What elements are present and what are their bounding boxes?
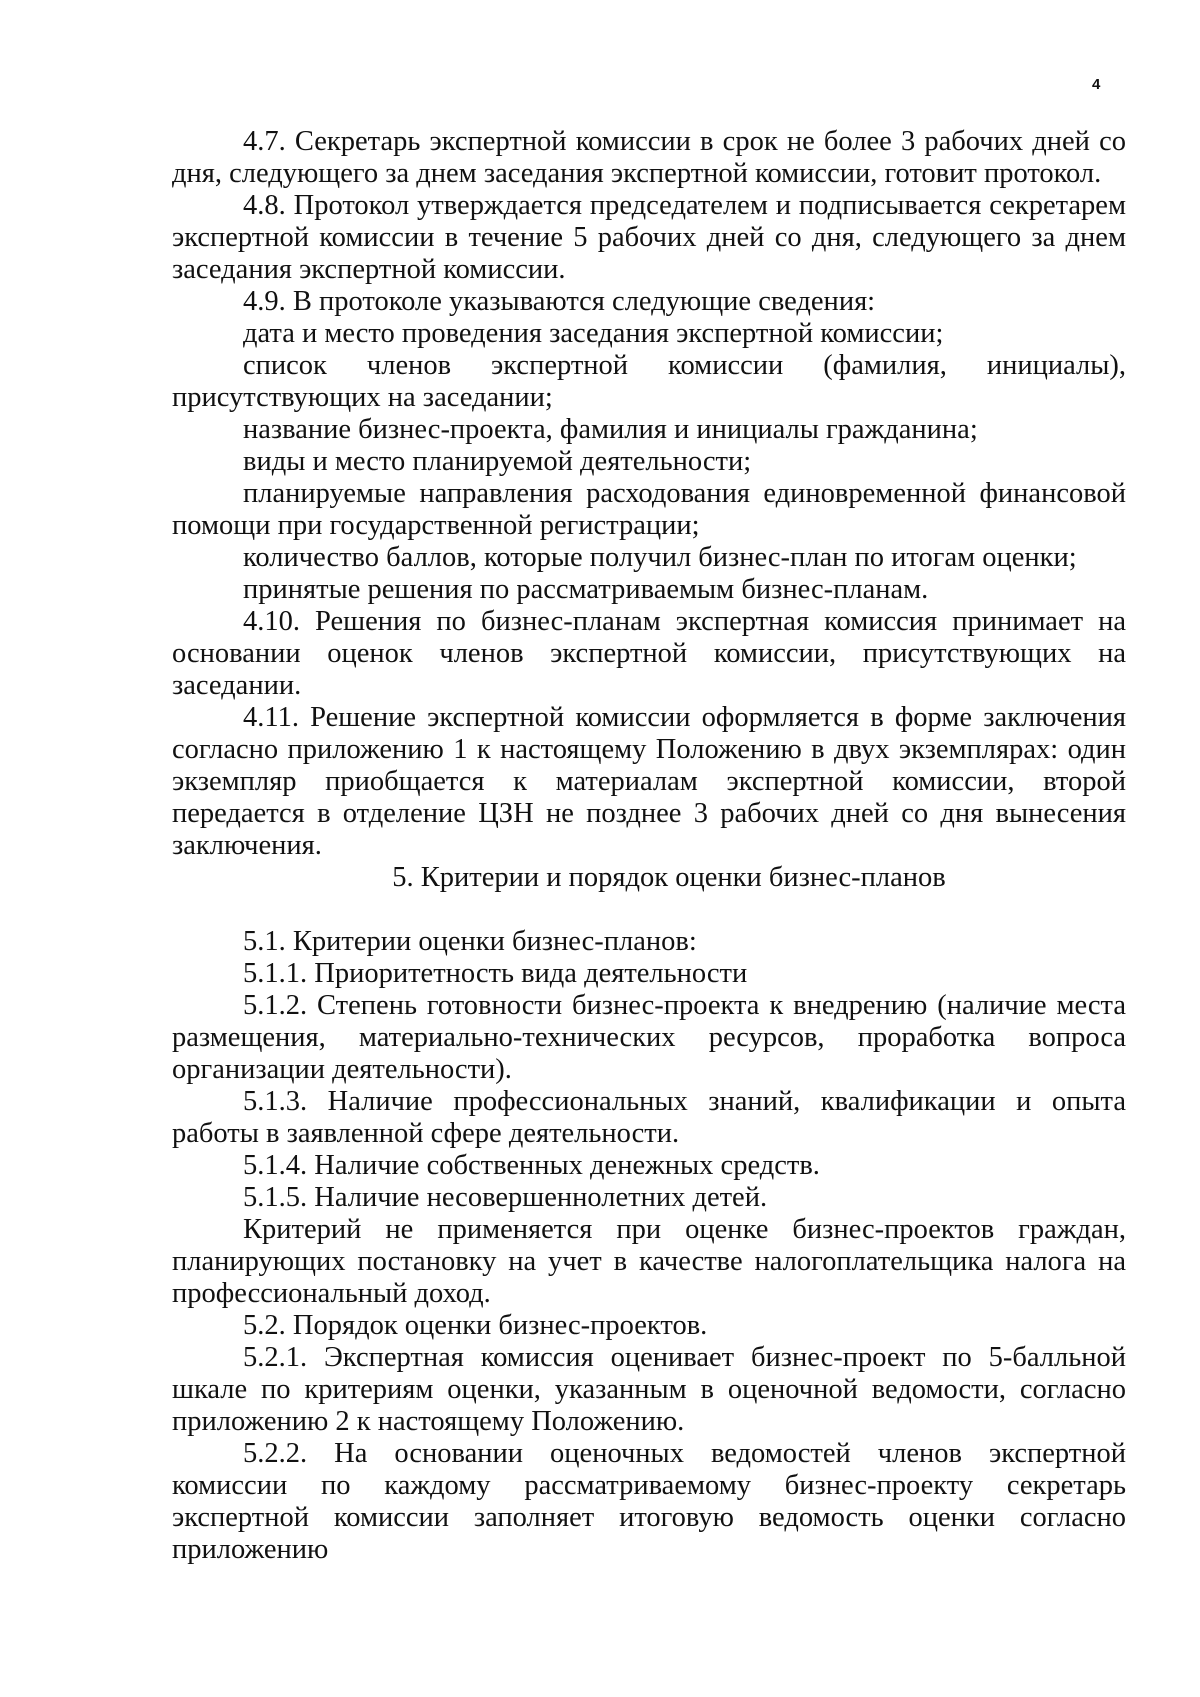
paragraph-4-9: 4.9. В протоколе указываются следующие сведения:: [243, 286, 876, 317]
paragraph-5-1: 5.1. Критерии оценки бизнес-планов:: [243, 926, 697, 957]
list-item-date-place: дата и место проведения заседания экспертной комиссии;: [243, 318, 944, 349]
paragraph-4-8: 4.8. Протокол утверждается председателем и подписывается секретарем экспертной комиссии в течение 5 рабочих дней со дня, следующего за днем заседания экспертной комиссии.: [172, 190, 1126, 285]
paragraph-5-2: 5.2. Порядок оценки бизнес-проектов.: [243, 1310, 708, 1341]
paragraph-5-2-2: 5.2.2. На основании оценочных ведомостей членов экспертной комиссии по каждому рассматриваемому бизнес-проекту секретарь экспертной комиссии заполняет итоговую ведомость оценки согласно приложению: [172, 1438, 1126, 1565]
paragraph-4-10: 4.10. Решения по бизнес-планам экспертная комиссия принимает на основании оценок членов экспертной комиссии, присутствующих на заседании.: [172, 606, 1126, 701]
paragraph-5-1-4: 5.1.4. Наличие собственных денежных средств.: [243, 1150, 820, 1181]
document-body: [172, 126, 1126, 1566]
paragraph-5-1-1: 5.1.1. Приоритетность вида деятельности: [243, 958, 748, 989]
list-item-members: список членов экспертной комиссии (фамилия, инициалы), присутствующих на заседании;: [172, 350, 1126, 413]
paragraph-5-1-5: 5.1.5. Наличие несовершеннолетних детей.: [243, 1182, 768, 1213]
list-item-decisions: принятые решения по рассматриваемым бизнес-планам.: [243, 574, 929, 605]
list-item-expenses: планируемые направления расходования единовременной финансовой помощи при государственной регистрации;: [172, 478, 1126, 541]
page-number: 4: [1092, 76, 1101, 93]
paragraph-5-1-3: 5.1.3. Наличие профессиональных знаний, квалификации и опыта работы в заявленной сфере деятельности.: [172, 1086, 1126, 1149]
section-heading: 5. Критерии и порядок оценки бизнес-планов: [392, 862, 946, 893]
paragraph-5-1-2: 5.1.2. Степень готовности бизнес-проекта к внедрению (наличие места размещения, материально-технических ресурсов, проработка вопроса организации деятельности).: [172, 990, 1126, 1085]
paragraph-4-7: 4.7. Секретарь экспертной комиссии в срок не более 3 рабочих дней со дня, следующего за днем заседания экспертной комиссии, готовит протокол.: [172, 126, 1126, 189]
list-item-activity: виды и место планируемой деятельности;: [243, 446, 752, 477]
list-item-project-name: название бизнес-проекта, фамилия и инициалы гражданина;: [243, 414, 978, 445]
paragraph-5-2-1: 5.2.1. Экспертная комиссия оценивает бизнес-проект по 5-балльной шкале по критериям оценки, указанным в оценочной ведомости, согласно приложению 2 к настоящему Положению.: [172, 1342, 1126, 1437]
paragraph-criterion-note: Критерий не применяется при оценке бизнес-проектов граждан, планирующих постановку на учет в качестве налогоплательщика налога на профессиональный доход.: [172, 1214, 1126, 1309]
list-item-score: количество баллов, которые получил бизнес-план по итогам оценки;: [243, 542, 1077, 573]
paragraph-4-11: 4.11. Решение экспертной комиссии оформляется в форме заключения согласно приложению 1 к настоящему Положению в двух экземплярах: один экземпляр приобщается к материалам экспертной комиссии, второй передается в отделение ЦЗН не позднее 3 рабочих дней со дня вынесения заключения.: [172, 702, 1126, 861]
